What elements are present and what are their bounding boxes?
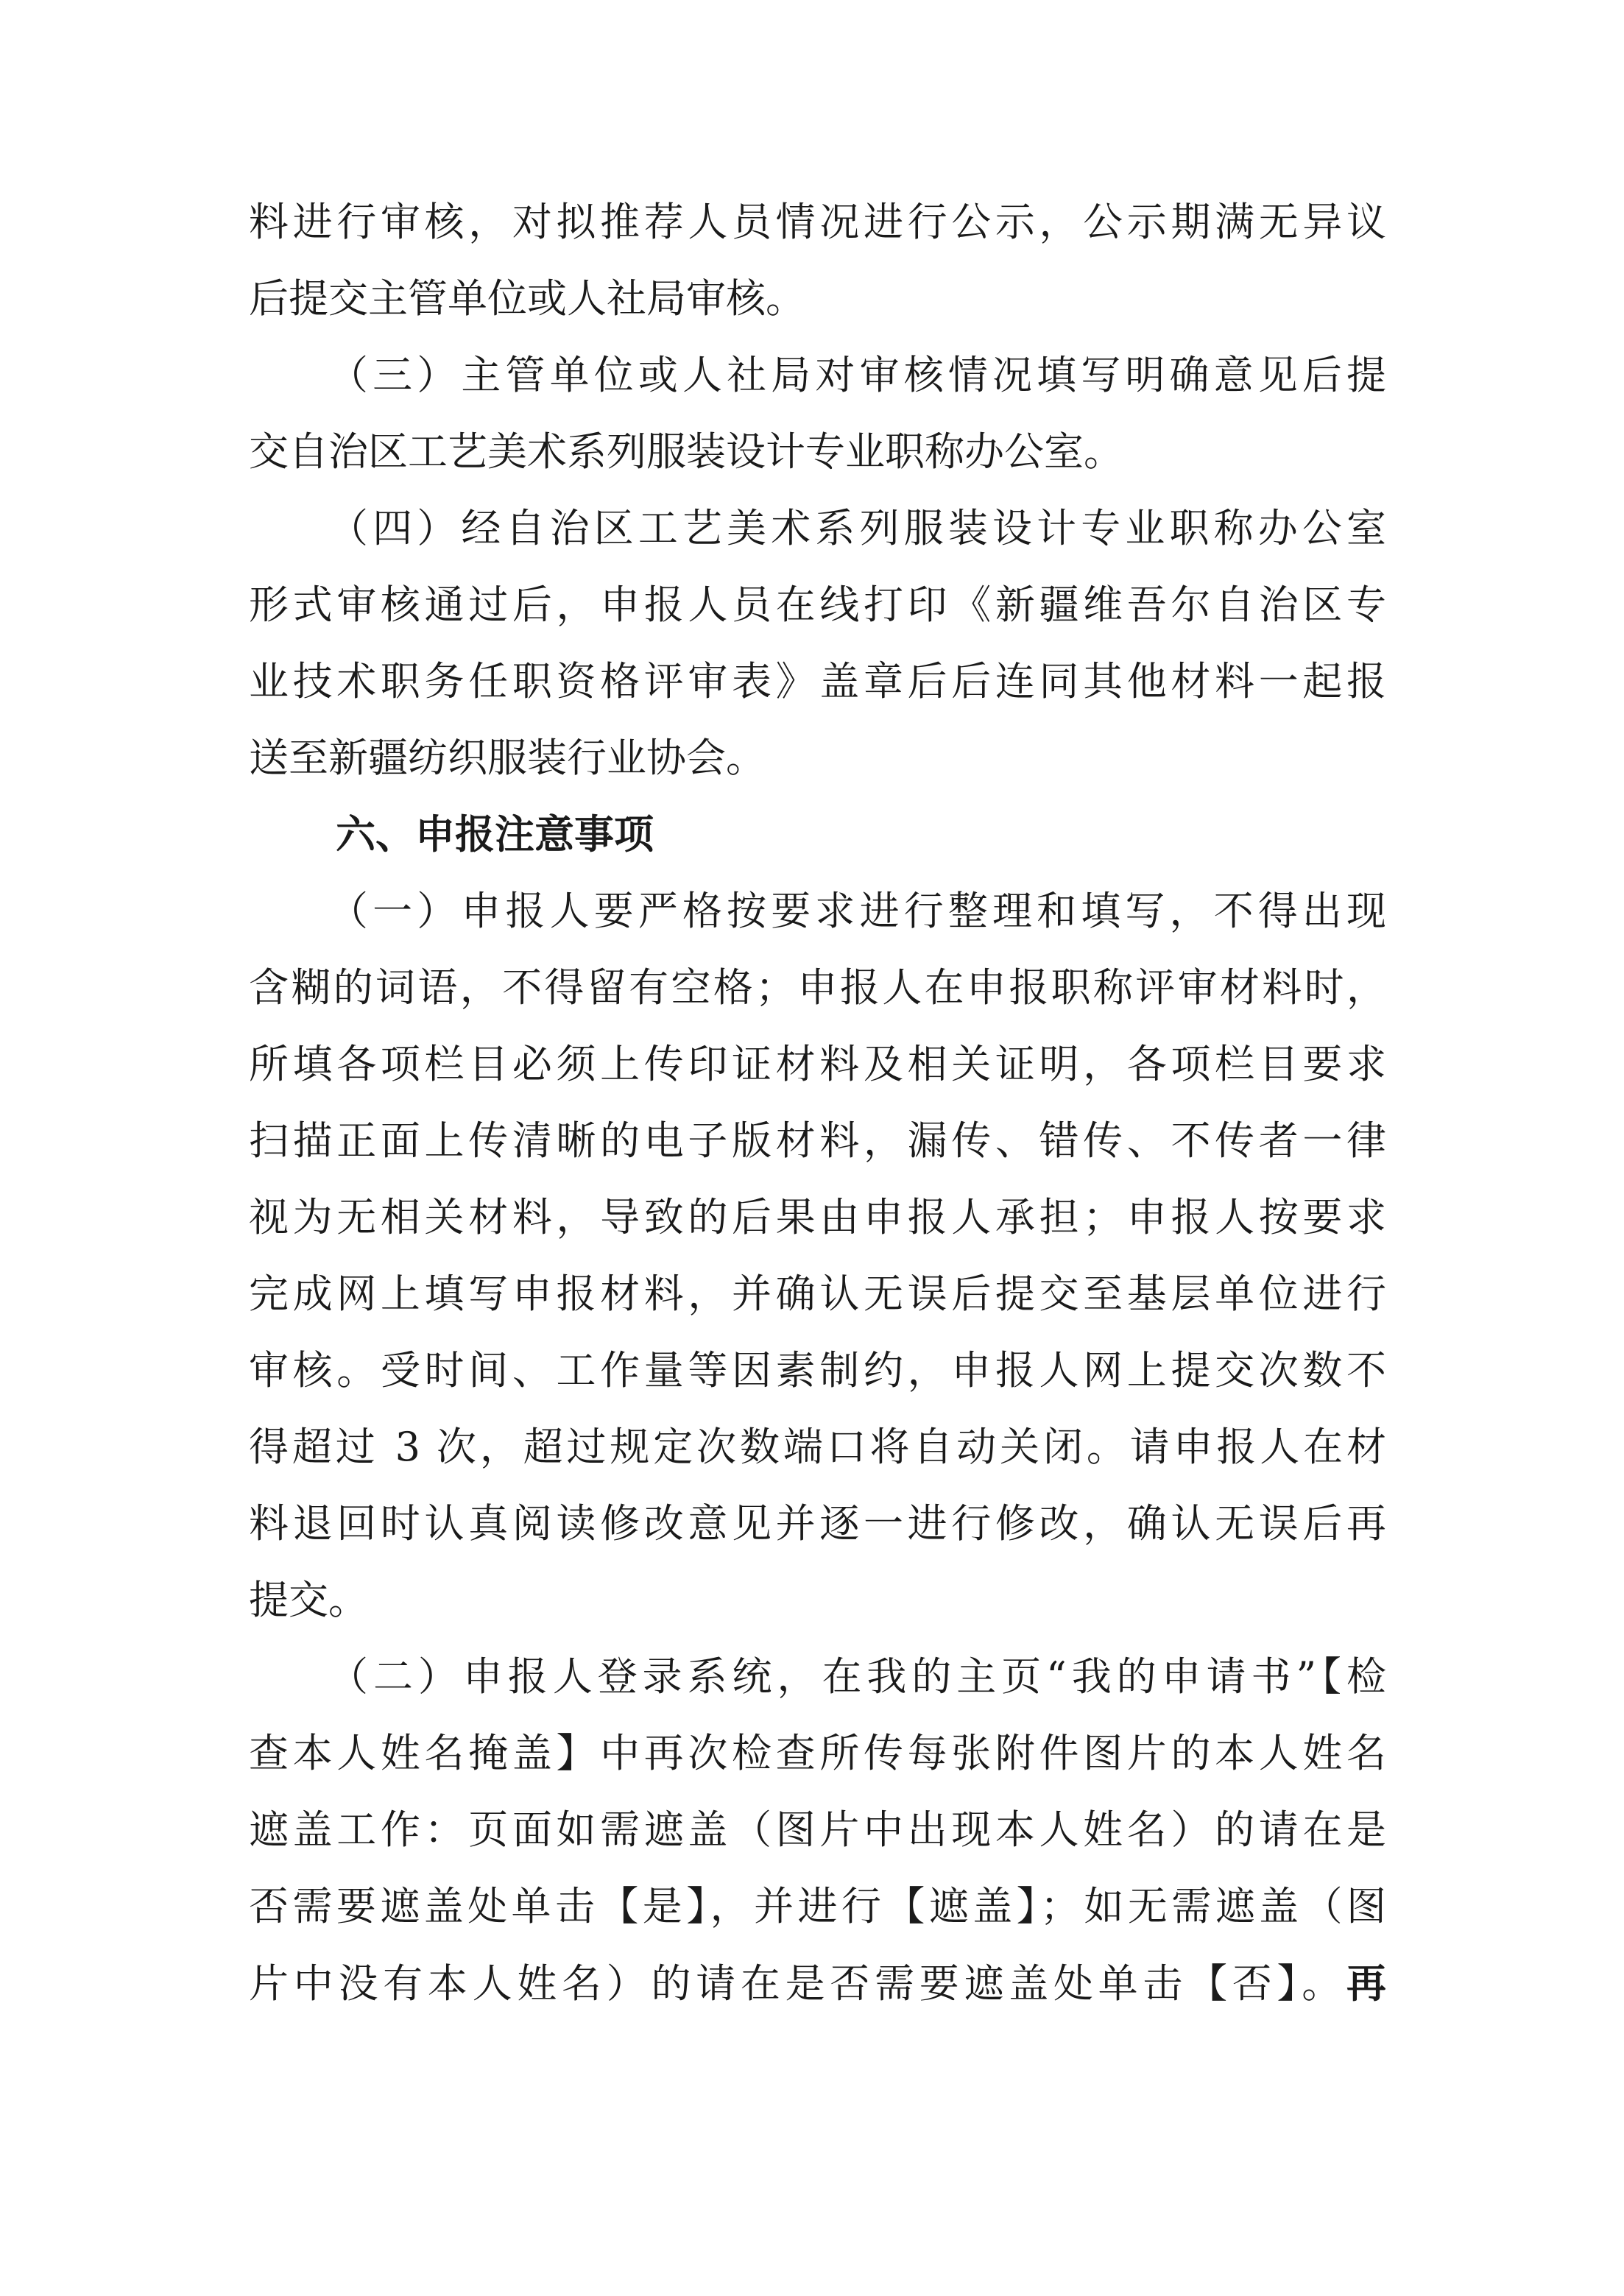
text-line: （一）申报人要严格按要求进行整理和填写，不得出现 (328, 888, 1386, 934)
paragraph-continued (249, 184, 1386, 337)
final-line-text: 片中没有本人姓名）的请在是否需要遮盖处单击【否】。 (249, 1960, 1346, 2007)
text-line: 料退回时认真阅读修改意见并逐一进行修改，确认无误后再 (249, 1500, 1386, 1547)
text-line: 提交。 (249, 1577, 368, 1623)
text-line: 送至新疆纺织服装行业协会。 (249, 735, 766, 781)
final-line-bold-char: 再 (1346, 1960, 1386, 2007)
text-line: 所填各项栏目必须上传印证材料及相关证明，各项栏目要求 (249, 1041, 1386, 1087)
section-heading-text: 六、申报注意事项 (336, 811, 654, 858)
text-line: 交自治区工艺美术系列服装设计专业职称办公室。 (249, 428, 1123, 475)
paragraph-item-4 (249, 490, 1386, 796)
text-line: 完成网上填写申报材料，并确认无误后提交至基层单位进行 (249, 1271, 1386, 1317)
paragraph-item-1 (249, 873, 1386, 1639)
text-line: 料进行审核，对拟推荐人员情况进行公示，公示期满无异议 (249, 199, 1386, 245)
text-line: （三）主管单位或人社局对审核情况填写明确意见后提 (328, 352, 1386, 398)
text-line: （二）申报人登录系统，在我的主页“我的申请书”【检 (328, 1653, 1386, 1700)
section-heading (249, 796, 1386, 873)
text-line: 审核。受时间、工作量等因素制约，申报人网上提交次数不 (249, 1347, 1386, 1394)
text-line: 后提交主管单位或人社局审核。 (249, 275, 805, 322)
text-line: 扫描正面上传清晰的电子版材料，漏传、错传、不传者一律 (249, 1117, 1386, 1164)
text-line: 视为无相关材料，导致的后果由申报人承担；申报人按要求 (249, 1194, 1386, 1240)
text-line: 否需要遮盖处单击【是】，并进行【遮盖】；如无需遮盖（图 (249, 1883, 1386, 1929)
document-page (249, 184, 1386, 2021)
text-line: 业技术职务任职资格评审表》盖章后后连同其他材料一起报 (249, 658, 1386, 704)
text-line: 遮盖工作：页面如需遮盖（图片中出现本人姓名）的请在是 (249, 1806, 1386, 1853)
paragraph-item-3 (249, 337, 1386, 490)
text-line: 得超过 3 次，超过规定次数端口将自动关闭。请申报人在材 (249, 1424, 1386, 1470)
text-line: 查本人姓名掩盖】中再次检查所传每张附件图片的本人姓名 (249, 1730, 1386, 1776)
text-line-final (249, 1945, 1386, 2021)
paragraph-item-2 (249, 1639, 1386, 2021)
text-line: 形式审核通过后，申报人员在线打印《新疆维吾尔自治区专 (249, 582, 1386, 628)
text-line: （四）经自治区工艺美术系列服装设计专业职称办公室 (328, 505, 1386, 551)
text-line: 含糊的词语，不得留有空格；申报人在申报职称评审材料时， (249, 964, 1386, 1011)
